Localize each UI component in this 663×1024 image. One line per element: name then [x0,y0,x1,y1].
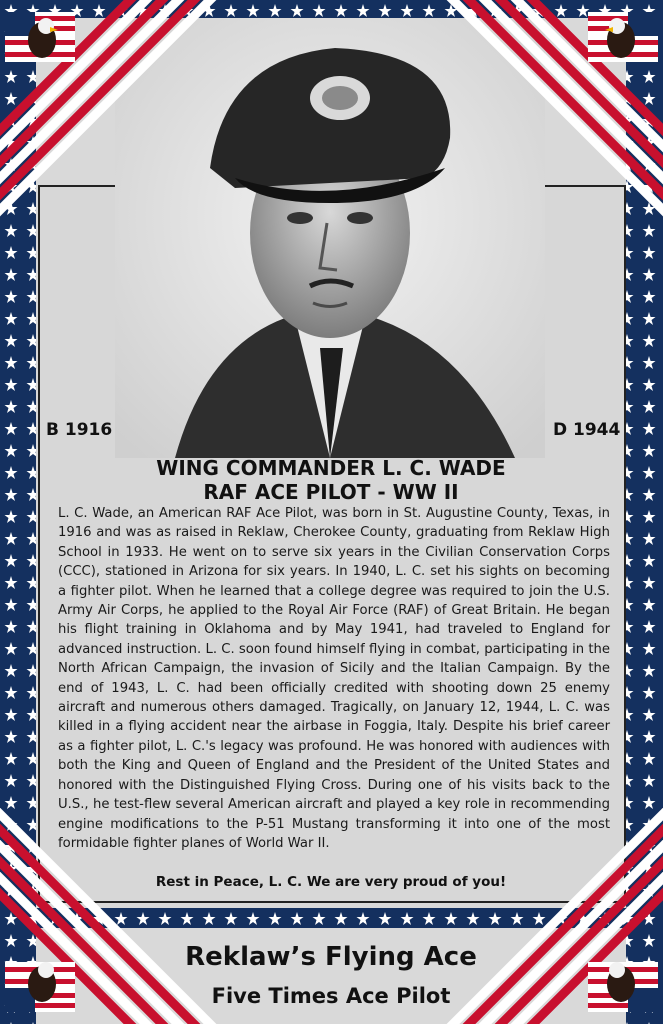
american-flag-eagle-icon-bottom-right [433,794,663,1024]
american-flag-eagle-icon-top-left [0,0,230,230]
biography-text: L. C. Wade, an American RAF Ace Pilot, was born in St. Augustine County, Texas, in 1916 and was as raised in Reklaw, Cherokee County, graduating from Reklaw High School in 1933. He went on to serve six years in the Civilian Conservation Corps (CCC), stationed in Arizona for six years. In 1940, L. C. set his sights on becoming a fighter pilot. When he learned that a college degree was required to join the U.S. Army Air Corps, he applied to the Royal Air Force (RAF) of Great Britain. He began his flight training in Oklahoma and by May 1941, had traveled to England for advanced instruction. L. C. soon found himself flying in combat, participating in the North African Campaign, the invasion of Sicily and the Italian Campaign. By the end of 1943, L. C. had been officially credited with shooting down 25 enemy aircraft and numerous others damaged. Tragically, on January 12, 1944, L. C. was killed in a flying accident near the airbase in Foggia, Italy. Despite his brief career as a fighter pilot, L. C.'s legacy was profound. He was honored with audiences with both the King and Queen of England and the President of the United States and honored with the Distinguished Flying Cross. During one of his visits back to the U.S., he test-flew several American aircraft and played a key role in recommending engine modifications to the P-51 Mustang transforming it into one of the most formidable fighter planes of World War II. [58,506,610,851]
american-flag-eagle-icon-top-right [433,0,663,230]
closing-message: Rest in Peace, L. C. We are very proud of you! [155,874,507,890]
death-year: D 1944 [553,420,621,440]
footer-title: Reklaw’s Flying Ace [185,942,477,972]
footer-subtitle: Five Times Ace Pilot [211,984,451,1008]
birth-year: B 1916 [46,420,113,440]
title-name: WING COMMANDER L. C. WADE [156,456,506,480]
american-flag-eagle-icon-bottom-left [0,794,230,1024]
title-rank: RAF ACE PILOT - WW II [203,480,459,504]
